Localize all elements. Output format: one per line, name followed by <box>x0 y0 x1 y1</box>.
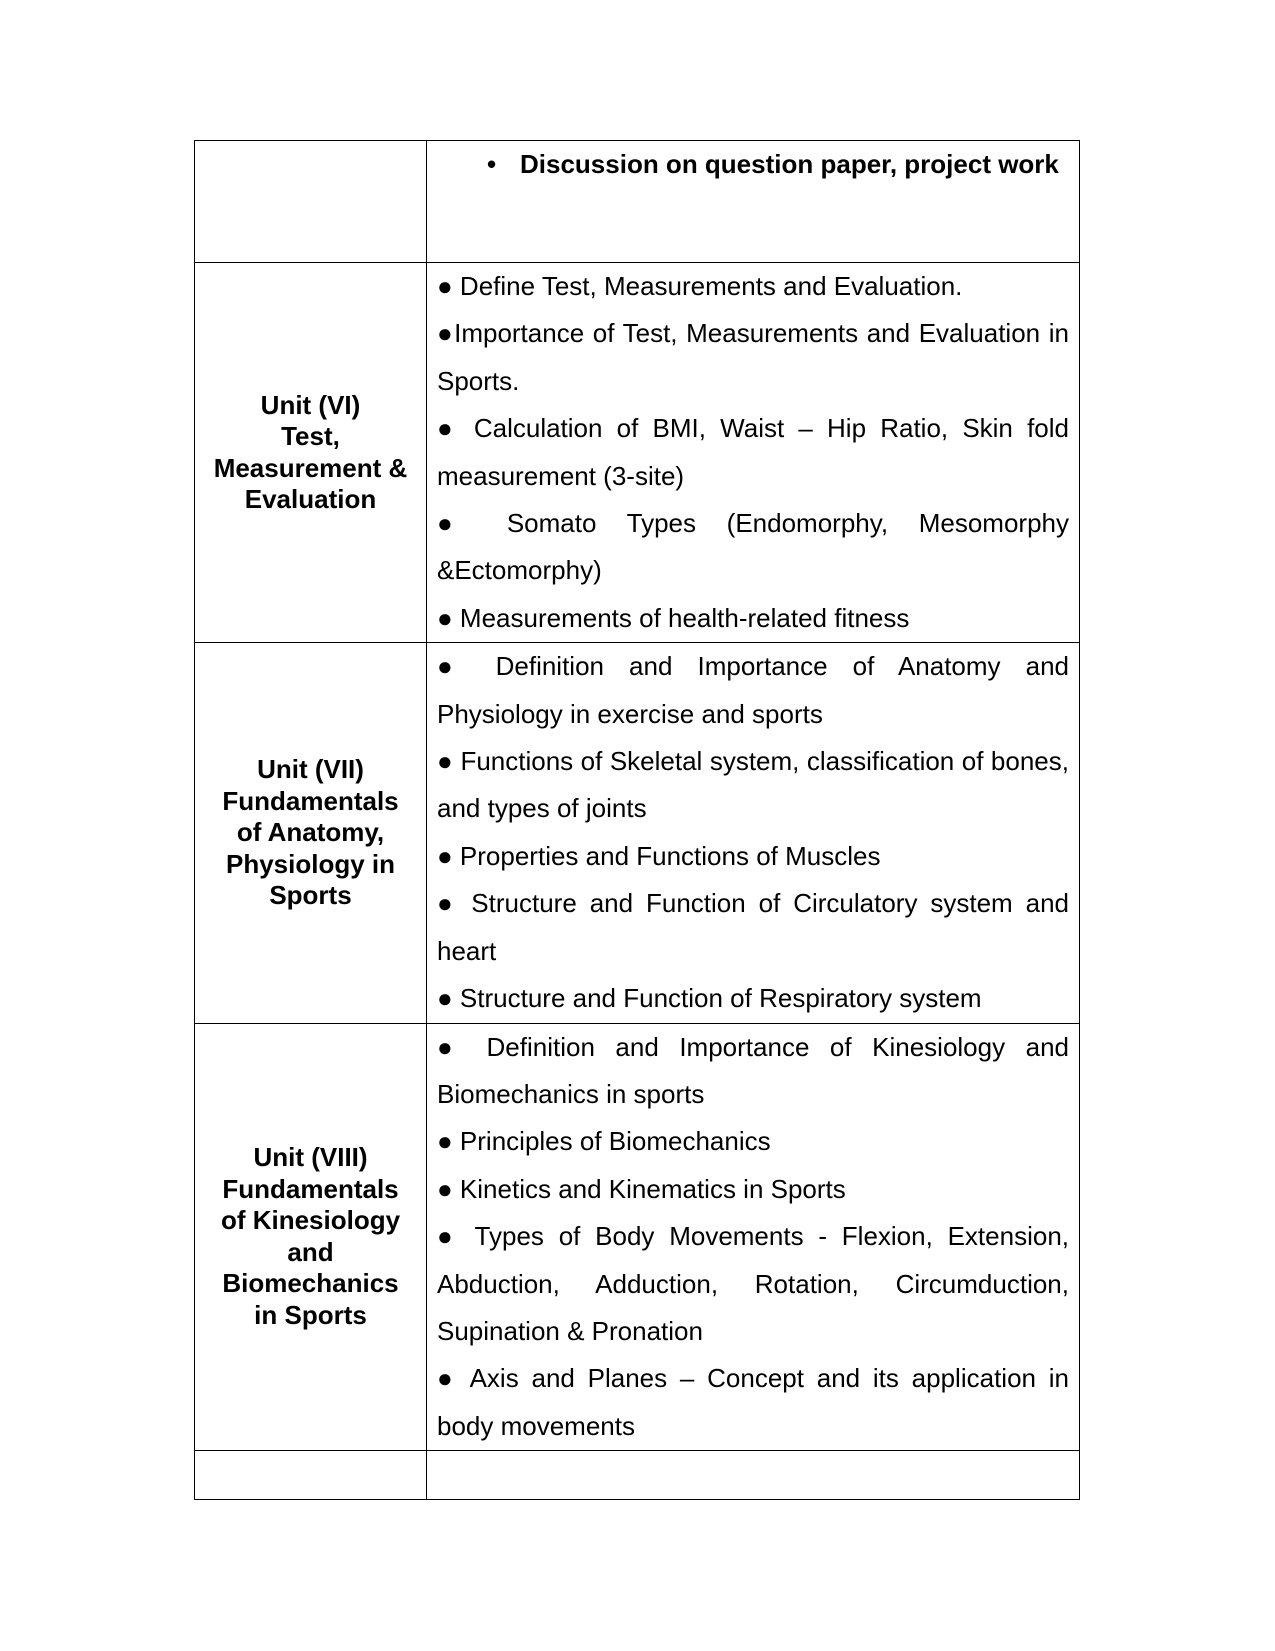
topic-item: ●Importance of Test, Measurements and Evaluation in Sports. <box>437 318 1069 396</box>
syllabus-table <box>194 140 1080 1500</box>
unit-title-line: Unit (VIII) <box>253 1142 368 1173</box>
topics-cell <box>427 263 1080 643</box>
topics-cell-empty <box>427 1451 1080 1500</box>
unit-title-cell <box>195 643 427 1023</box>
unit-title-line: Biomechanics <box>222 1268 399 1299</box>
topics-cell <box>427 141 1080 263</box>
topic-item: ● Somato Types (Endomorphy, Mesomorphy &Ectomorphy) <box>437 508 1069 586</box>
table-row <box>195 643 1080 1023</box>
topic-text: Discussion on question paper, project work <box>520 149 1059 179</box>
unit-title-cell <box>195 1023 427 1451</box>
table-row <box>195 1451 1080 1500</box>
topic-item: ● Calculation of BMI, Waist – Hip Ratio, Skin fold measurement (3-site) <box>437 413 1069 491</box>
topic-item: ● Properties and Functions of Muscles <box>437 840 881 871</box>
topic-item: ● Definition and Importance of Anatomy and Physiology in exercise and sports <box>437 651 1069 729</box>
topic-item: ● Definition and Importance of Kinesiology and Biomechanics in sports <box>437 1031 1069 1109</box>
topic-item: ● Kinetics and Kinematics in Sports <box>437 1173 846 1204</box>
topic-item: ● Functions of Skeletal system, classification of bones, and types of joints <box>437 746 1069 824</box>
unit-title-line: Fundamentals <box>222 785 399 816</box>
unit-title-line: of Anatomy, <box>236 817 385 848</box>
topic-item: ● Structure and Function of Respiratory system <box>437 983 982 1014</box>
topic-item <box>487 141 1069 188</box>
unit-title-line: Unit (VI) <box>260 389 361 420</box>
table-row <box>195 141 1080 263</box>
topic-item: ● Axis and Planes – Concept and its application in body movements <box>437 1363 1069 1441</box>
topics-cell <box>427 643 1080 1023</box>
unit-cell-empty <box>195 141 427 263</box>
unit-title-line: in Sports <box>254 1299 367 1330</box>
unit-cell-empty <box>195 1451 427 1500</box>
unit-title-cell <box>195 263 427 643</box>
topic-item: ● Structure and Function of Circulatory system and heart <box>437 888 1069 966</box>
unit-title-line: Evaluation <box>244 484 377 515</box>
topic-item: ● Types of Body Movements - Flexion, Extension, Abduction, Adduction, Rotation, Circumduction, Supination & Pronation <box>437 1221 1069 1346</box>
table-row <box>195 263 1080 643</box>
unit-title-line: Unit (VII) <box>257 754 364 785</box>
topic-item: ● Principles of Biomechanics <box>437 1126 771 1157</box>
topics-cell <box>427 1023 1080 1451</box>
unit-title-line: and <box>287 1236 334 1267</box>
unit-title-line: of Kinesiology <box>220 1205 401 1236</box>
topic-item: ● Measurements of health-related fitness <box>437 602 910 633</box>
topic-item: ● Define Test, Measurements and Evaluation. <box>437 271 963 301</box>
unit-title-line: Measurement & <box>213 452 408 483</box>
unit-title-line: Sports <box>269 880 352 911</box>
table-row <box>195 1023 1080 1451</box>
unit-title-line: Physiology in <box>225 848 396 879</box>
unit-title-line: Fundamentals <box>222 1173 399 1204</box>
unit-title-line: Test, <box>281 421 340 452</box>
bullet-icon: • <box>487 149 497 179</box>
